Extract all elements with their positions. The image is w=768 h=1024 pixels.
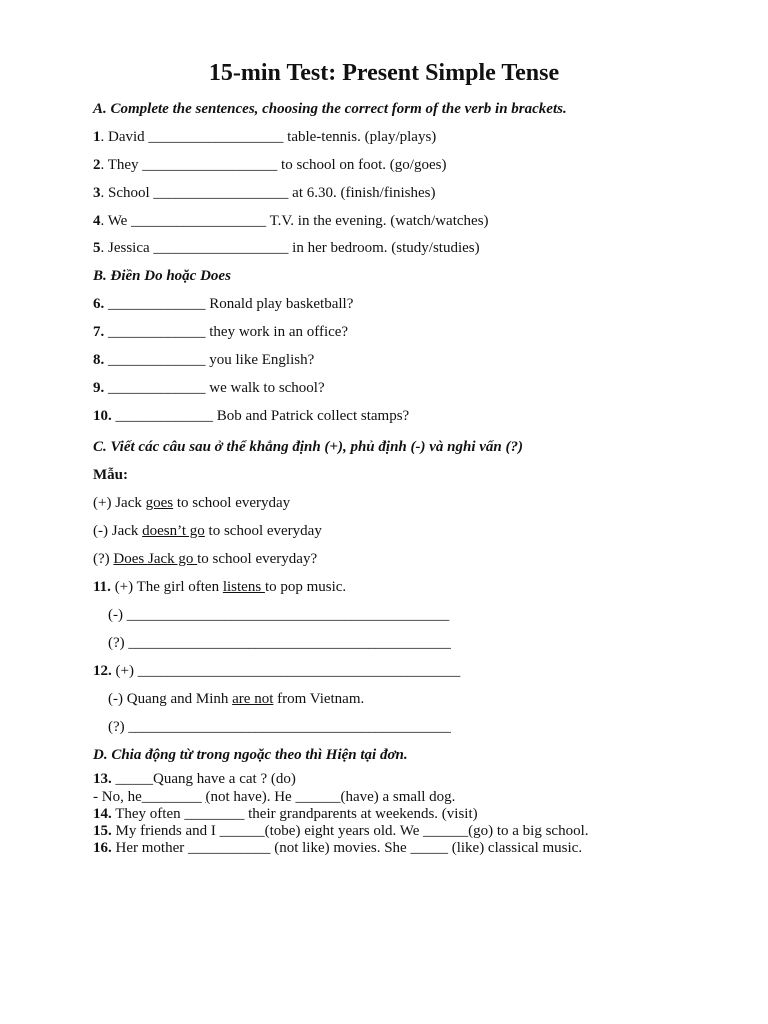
question-text: . School __________________ at 6.30. (finish/finishes) [100, 185, 436, 201]
example-text: (?) [93, 551, 114, 567]
question-text: (+) The girl often [110, 579, 223, 595]
example-text: to school everyday [204, 523, 322, 539]
question-8 [93, 351, 314, 369]
question-number: 12. [93, 663, 112, 679]
example-text: (-) Jack [93, 523, 143, 539]
question-15 [93, 822, 589, 840]
question-6 [93, 295, 353, 313]
question-text: _____________ we walk to school? [104, 380, 325, 396]
question-4 [93, 212, 489, 230]
question-number: 2 [93, 157, 101, 173]
question-text: My friends and I ______(tobe) eight years old. We ______(go) to a big school. [111, 823, 589, 839]
question-number: 8. [93, 352, 105, 368]
question-number: 13. [93, 771, 112, 787]
question-text: . David __________________ table-tennis. (play/plays) [100, 129, 437, 145]
question-text: . They __________________ to school on foot. (go/goes) [100, 157, 447, 173]
question-7 [93, 323, 348, 341]
question-9 [93, 379, 325, 397]
question-text: Her mother ___________ (not like) movies. She _____ (like) classical music. [111, 840, 583, 856]
question-text: to pop music. [264, 579, 347, 595]
question-text: _____________ you like English? [104, 352, 315, 368]
question-12-interrogative: (?) ___________________________________________ [108, 719, 451, 735]
example-interrogative [93, 550, 317, 568]
question-11-interrogative: (?) ___________________________________________ [108, 635, 451, 651]
question-number: 3 [93, 185, 101, 201]
question-number: 9. [93, 380, 105, 396]
question-16 [93, 839, 582, 857]
question-text: from Vietnam. [273, 691, 365, 707]
question-text: . We __________________ T.V. in the evening. (watch/watches) [100, 213, 489, 229]
question-verb: are not [232, 691, 274, 707]
question-1 [93, 128, 436, 146]
question-12 [93, 662, 460, 680]
question-text: _____________ they work in an office? [104, 324, 349, 340]
sample-label: Mẫu: [93, 467, 128, 483]
question-number: 6. [93, 296, 105, 312]
example-text: to school everyday? [197, 551, 318, 567]
question-number: 10. [93, 408, 112, 424]
example-text: to school everyday [173, 495, 291, 511]
question-number: 4 [93, 213, 101, 229]
page-title: 15-min Test: Present Simple Tense [208, 60, 560, 86]
question-text: _____________ Ronald play basketball? [104, 296, 354, 312]
question-text: . Jessica __________________ in her bedroom. (study/studies) [100, 240, 480, 256]
section-c-heading: C. Viết các câu sau ở thể khẳng định (+), phủ định (-) và nghi vấn (?) [93, 439, 523, 455]
question-number: 16. [93, 840, 112, 856]
question-11 [93, 578, 346, 596]
question-number: 15. [93, 823, 112, 839]
question-number: 5 [93, 240, 101, 256]
question-10 [93, 407, 409, 425]
section-b-heading: B. Điền Do hoặc Does [93, 268, 231, 284]
example-text: (+) Jack [93, 495, 146, 511]
question-text: (-) Quang and Minh [108, 691, 233, 707]
question-2 [93, 156, 446, 174]
example-affirmative [93, 494, 290, 512]
example-verb: goes [145, 495, 174, 511]
example-verb: Does Jack go [113, 551, 198, 567]
section-a-heading: A. Complete the sentences, choosing the correct form of the verb in brackets. [93, 101, 567, 117]
question-11-negative: (-) ___________________________________________ [108, 607, 450, 623]
question-12-negative [108, 690, 364, 708]
question-5 [93, 239, 480, 257]
question-text: _____________ Bob and Patrick collect stamps? [111, 408, 410, 424]
question-number: 1 [93, 129, 101, 145]
question-number: 7. [93, 324, 105, 340]
question-text: They often ________ their grandparents at weekends. (visit) [111, 806, 478, 822]
question-text: _____Quang have a cat ? (do) [111, 771, 296, 787]
question-text: not have). He ______(have) a small dog. [210, 789, 456, 805]
section-d-heading: D. Chia động từ trong ngoặc theo thì Hiện tại đơn. [93, 747, 408, 763]
example-verb: doesn’t go [142, 523, 205, 539]
question-13-answer [93, 788, 455, 806]
question-number: 14. [93, 806, 112, 822]
question-number: 11. [93, 579, 111, 595]
question-13 [93, 770, 296, 788]
question-verb: listens [222, 579, 265, 595]
question-bracket: ( [205, 789, 211, 805]
question-text: (+) ___________________________________________ [111, 663, 461, 679]
question-text: - No, he________ [93, 789, 206, 805]
question-3 [93, 184, 435, 202]
example-negative [93, 522, 322, 540]
question-14 [93, 805, 478, 823]
